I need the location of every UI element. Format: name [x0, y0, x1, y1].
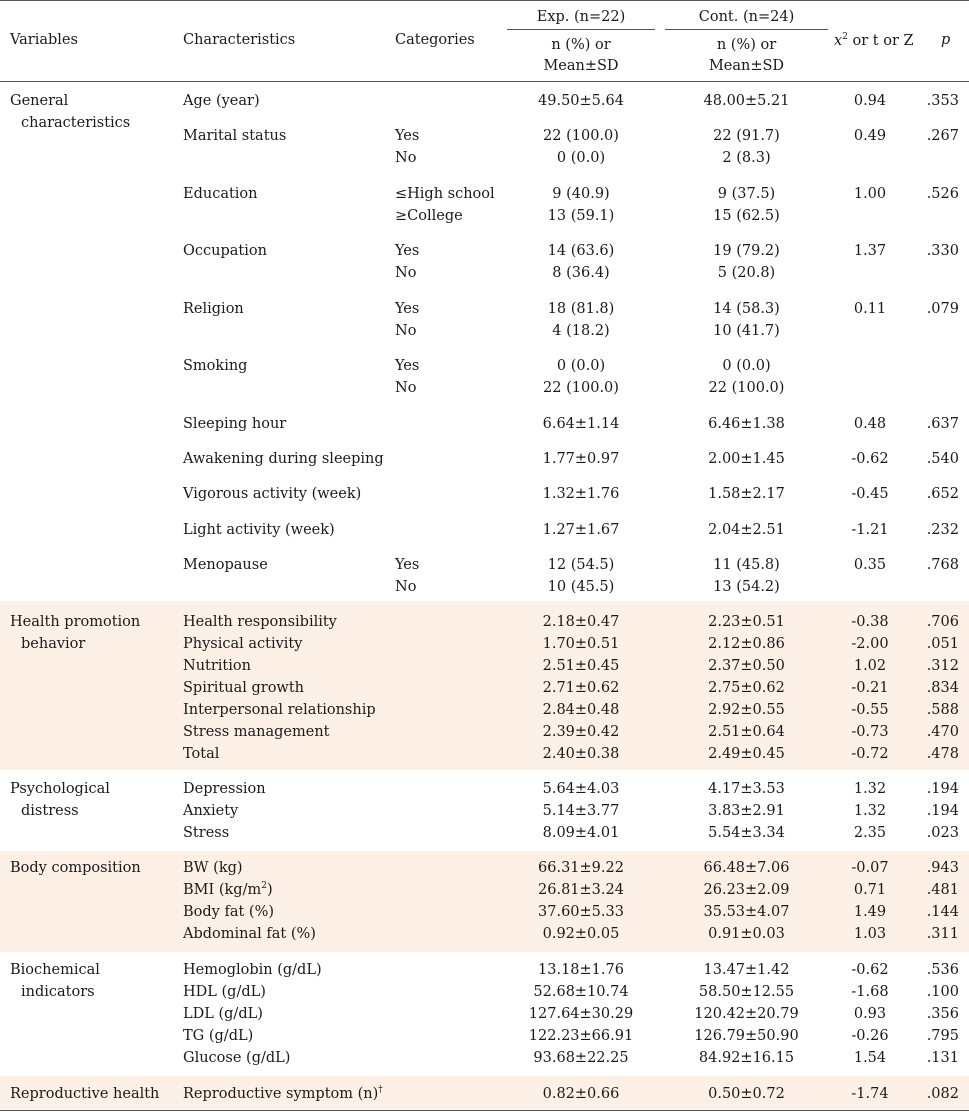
cell-p: .023 — [926, 825, 959, 841]
cell-exp: 2.51±0.45 — [542, 658, 620, 674]
cell-exp: 2.39±0.42 — [542, 724, 620, 740]
table-row — [170, 483, 969, 505]
cell-characteristic: Smoking — [183, 358, 248, 374]
table-body — [0, 82, 969, 1111]
cell-characteristic: Total — [183, 746, 220, 762]
cell-cont: 19 (79.2) — [713, 243, 780, 259]
cell-stat: -0.45 — [851, 486, 889, 502]
cell-characteristic: Education — [183, 186, 258, 202]
section-reproductive-health — [0, 1076, 969, 1111]
cell-stat: -0.21 — [851, 680, 889, 696]
cell-cont: 2.92±0.55 — [708, 702, 785, 718]
cell-stat: -0.38 — [851, 614, 889, 630]
section-label: Reproductive health — [10, 1086, 160, 1102]
cell-characteristic: Body fat (%) — [183, 904, 275, 920]
cell-stat: -1.68 — [851, 984, 889, 1000]
table-row — [170, 298, 969, 320]
cell-cont: 22 (100.0) — [708, 380, 785, 396]
cell-stat: 0.48 — [853, 416, 887, 432]
section-label: Body composition — [10, 860, 141, 876]
cell-cont: 5 (20.8) — [717, 265, 776, 281]
cell-p: .540 — [926, 451, 959, 467]
cell-exp: 12 (54.5) — [547, 557, 615, 573]
cell-characteristic: Interpersonal relationship — [183, 702, 376, 718]
header-exp-sub2: Mean±SD — [543, 58, 619, 74]
cell-cont: 2.12±0.86 — [708, 636, 785, 652]
cell-exp: 13.18±1.76 — [538, 962, 624, 978]
cell-p: .706 — [926, 614, 959, 630]
cell-p: .795 — [926, 1028, 959, 1044]
cell-exp: 10 (45.5) — [547, 579, 615, 595]
cell-cont: 10 (41.7) — [713, 323, 780, 339]
table-row — [170, 1047, 969, 1069]
cell-stat: 1.37 — [853, 243, 887, 259]
cell-category: No — [395, 323, 417, 339]
table-bottom-rule — [0, 1110, 969, 1111]
cell-stat: -2.00 — [851, 636, 889, 652]
table-row — [170, 1025, 969, 1047]
table-row — [170, 822, 969, 844]
cell-category: No — [395, 380, 417, 396]
section-health-promotion-behavior — [0, 601, 969, 770]
cell-exp: 66.31±9.22 — [538, 860, 624, 876]
cell-exp: 5.64±4.03 — [542, 781, 620, 797]
cell-category: Yes — [395, 358, 420, 374]
cell-category: ≥College — [395, 208, 463, 224]
cell-exp: 93.68±22.25 — [533, 1050, 629, 1066]
cell-exp: 22 (100.0) — [543, 128, 619, 144]
header-stat-sup: 2 — [842, 32, 848, 42]
cell-p: .470 — [926, 724, 959, 740]
header-categories: Categories — [395, 32, 475, 48]
cell-p: .834 — [926, 680, 959, 696]
cell-characteristic: Physical activity — [183, 636, 303, 652]
cell-cont: 3.83±2.91 — [708, 803, 785, 819]
table-row — [170, 959, 969, 981]
cell-category: Yes — [395, 128, 420, 144]
cell-p: .356 — [926, 1006, 959, 1022]
cell-p: .051 — [926, 636, 959, 652]
cell-stat: -0.26 — [851, 1028, 889, 1044]
table-row — [170, 778, 969, 800]
cell-stat: -0.62 — [851, 451, 889, 467]
cell-exp: 2.71±0.62 — [542, 680, 620, 696]
cell-p: .194 — [926, 781, 959, 797]
cell-cont: 22 (91.7) — [713, 128, 780, 144]
section-label: Biochemical — [10, 962, 100, 978]
header-cont-sub1: n (%) or — [716, 37, 777, 53]
cell-p: .232 — [926, 522, 959, 538]
table-row — [170, 90, 969, 112]
cell-characteristic: Stress — [183, 825, 230, 841]
cell-stat: 1.02 — [853, 658, 887, 674]
cell-p: .312 — [926, 658, 959, 674]
cell-category: Yes — [395, 243, 420, 259]
cell-cont: 66.48±7.06 — [703, 860, 790, 876]
cell-exp: 0 (0.0) — [556, 150, 606, 166]
table-row — [170, 800, 969, 822]
cell-category: Yes — [395, 557, 420, 573]
cell-stat: 0.71 — [853, 882, 887, 898]
cell-stat: -0.55 — [851, 702, 889, 718]
cell-stat: 0.11 — [853, 301, 887, 317]
section-biochemical-indicators — [0, 952, 969, 1076]
cell-cont: 9 (37.5) — [717, 186, 776, 202]
cell-stat: -1.74 — [851, 1086, 889, 1102]
cell-exp: 0 (0.0) — [556, 358, 606, 374]
cell-characteristic: Vigorous activity (week) — [183, 486, 362, 502]
table-row — [170, 413, 969, 435]
cell-characteristic: BW (kg) — [183, 860, 243, 876]
cell-stat: 1.32 — [853, 803, 887, 819]
table-row — [170, 611, 969, 633]
cell-cont: 13.47±1.42 — [703, 962, 790, 978]
section-psychological-distress — [0, 770, 969, 851]
table-row — [170, 721, 969, 743]
cell-stat: 1.03 — [853, 926, 887, 942]
cell-cont: 48.00±5.21 — [703, 93, 790, 109]
cell-category: No — [395, 579, 417, 595]
table-row — [170, 576, 969, 598]
cell-cont: 2.04±2.51 — [708, 522, 785, 538]
header-p: p — [941, 32, 951, 48]
cell-category: ≤High school — [395, 186, 495, 202]
cell-p: .652 — [926, 486, 959, 502]
cell-cont: 2 (8.3) — [722, 150, 771, 166]
table-row — [170, 183, 969, 205]
cell-characteristic: Occupation — [183, 243, 267, 259]
cell-characteristic: Light activity (week) — [183, 522, 335, 538]
table-row — [170, 677, 969, 699]
header-variables: Variables — [10, 32, 78, 48]
cell-characteristic: Awakening during sleeping — [183, 451, 384, 467]
cell-p: .144 — [926, 904, 959, 920]
cell-cont: 15 (62.5) — [713, 208, 780, 224]
section-label: General — [10, 93, 69, 109]
table-row — [170, 879, 969, 901]
cell-exp: 9 (40.9) — [552, 186, 610, 202]
cell-stat: -0.62 — [851, 962, 889, 978]
section-body-composition — [0, 851, 969, 952]
header-stat-symbol: x — [834, 32, 843, 49]
cell-cont: 2.51±0.64 — [708, 724, 785, 740]
cell-p: .082 — [926, 1086, 959, 1102]
cell-cont: 6.46±1.38 — [708, 416, 785, 432]
cell-exp: 1.32±1.76 — [542, 486, 620, 502]
cell-characteristic: Reproductive symptom (n)† — [183, 1085, 383, 1102]
cell-stat: 0.93 — [853, 1006, 887, 1022]
cell-stat: 1.00 — [853, 186, 887, 202]
cell-characteristic: LDL (g/dL) — [183, 1006, 263, 1022]
cell-stat: 0.94 — [853, 93, 887, 109]
cell-p: .311 — [926, 926, 959, 942]
cell-stat: 1.49 — [853, 904, 887, 920]
table-row — [170, 448, 969, 470]
table-row — [170, 262, 969, 284]
cell-p: .526 — [926, 186, 959, 202]
cell-cont: 35.53±4.07 — [703, 904, 790, 920]
cell-p: .637 — [926, 416, 959, 432]
table-row — [170, 1083, 969, 1105]
cell-exp: 2.18±0.47 — [542, 614, 620, 630]
cell-cont: 1.58±2.17 — [708, 486, 785, 502]
section-label: Psychological — [10, 781, 110, 797]
section-label-cont: indicators — [21, 984, 95, 1000]
table-row — [170, 377, 969, 399]
cell-cont: 0.91±0.03 — [708, 926, 785, 942]
cell-p: .536 — [926, 962, 959, 978]
cell-exp: 1.70±0.51 — [542, 636, 620, 652]
cell-exp: 2.40±0.38 — [542, 746, 620, 762]
cell-cont: 13 (54.2) — [713, 579, 780, 595]
header-exp-group: Exp. (n=22) — [536, 9, 626, 25]
cell-cont: 58.50±12.55 — [698, 984, 795, 1000]
cell-characteristic: Stress management — [183, 724, 330, 740]
cell-exp: 49.50±5.64 — [538, 93, 624, 109]
cell-cont: 2.75±0.62 — [708, 680, 785, 696]
table-row — [170, 205, 969, 227]
cell-p: .478 — [926, 746, 959, 762]
table-row — [170, 554, 969, 576]
cell-cont: 0 (0.0) — [722, 358, 771, 374]
table-header — [0, 0, 969, 82]
cell-characteristic: Age (year) — [183, 93, 260, 109]
cell-exp: 1.77±0.97 — [542, 451, 620, 467]
table-row — [170, 699, 969, 721]
section-label-cont: characteristics — [21, 115, 131, 131]
cell-exp: 52.68±10.74 — [533, 984, 629, 1000]
cell-exp: 1.27±1.67 — [542, 522, 620, 538]
table-row — [170, 633, 969, 655]
cell-category: No — [395, 265, 417, 281]
header-cont-rule — [665, 29, 828, 30]
cell-exp: 37.60±5.33 — [538, 904, 624, 920]
cell-p: .267 — [926, 128, 959, 144]
header-stat-suffix: or t or Z — [847, 32, 914, 49]
cell-stat: -0.72 — [851, 746, 889, 762]
section-general-characteristics — [0, 82, 969, 601]
cell-stat: 2.35 — [853, 825, 887, 841]
cell-p: .079 — [926, 301, 959, 317]
cell-cont: 4.17±3.53 — [708, 781, 785, 797]
cell-stat: 1.32 — [853, 781, 887, 797]
section-label-cont: distress — [21, 803, 79, 819]
header-cont-group: Cont. (n=24) — [698, 9, 795, 25]
cell-characteristic: Sleeping hour — [183, 416, 287, 432]
cell-characteristic: HDL (g/dL) — [183, 984, 266, 1000]
cell-category: Yes — [395, 301, 420, 317]
cell-characteristic: Glucose (g/dL) — [183, 1050, 291, 1066]
cell-stat: 0.35 — [853, 557, 887, 573]
cell-exp: 0.82±0.66 — [542, 1086, 620, 1102]
cell-cont: 5.54±3.34 — [708, 825, 785, 841]
section-label-cont: behavior — [21, 636, 86, 652]
table-row — [170, 981, 969, 1003]
cell-exp: 26.81±3.24 — [538, 882, 624, 898]
cell-cont: 120.42±20.79 — [694, 1006, 799, 1022]
header-stat — [834, 32, 914, 49]
cell-exp: 18 (81.8) — [547, 301, 615, 317]
cell-p: .481 — [926, 882, 959, 898]
cell-stat: -0.07 — [851, 860, 889, 876]
cell-characteristic: Health responsibility — [183, 614, 337, 630]
cell-exp: 4 (18.2) — [552, 323, 610, 339]
header-exp-sub1: n (%) or — [551, 37, 611, 53]
cell-p: .588 — [926, 702, 959, 718]
table-row — [170, 923, 969, 945]
cell-exp: 0.92±0.05 — [542, 926, 620, 942]
header-characteristics: Characteristics — [183, 32, 296, 48]
cell-cont: 2.49±0.45 — [708, 746, 785, 762]
table-row — [170, 857, 969, 879]
cell-characteristic: Religion — [183, 301, 244, 317]
cell-cont: 126.79±50.90 — [694, 1028, 799, 1044]
cell-cont: 11 (45.8) — [713, 557, 780, 573]
table-row — [170, 655, 969, 677]
cell-cont: 0.50±0.72 — [708, 1086, 785, 1102]
cell-characteristic: Marital status — [183, 128, 287, 144]
table-row — [170, 519, 969, 541]
header-exp-rule — [507, 29, 655, 30]
cell-exp: 8 (36.4) — [552, 265, 610, 281]
cell-category: No — [395, 150, 417, 166]
cell-cont: 84.92±16.15 — [698, 1050, 795, 1066]
cell-stat: 0.49 — [853, 128, 887, 144]
cell-p: .194 — [926, 803, 959, 819]
table-row — [170, 901, 969, 923]
header-cont-sub2: Mean±SD — [708, 58, 785, 74]
table-row — [170, 125, 969, 147]
table-row — [170, 743, 969, 765]
table-row — [170, 355, 969, 377]
cell-p: .100 — [926, 984, 959, 1000]
cell-characteristic: Depression — [183, 781, 266, 797]
cell-characteristic: Nutrition — [183, 658, 251, 674]
cell-exp: 5.14±3.77 — [542, 803, 620, 819]
cell-stat: 1.54 — [853, 1050, 887, 1066]
cell-stat: -0.73 — [851, 724, 889, 740]
cell-exp: 6.64±1.14 — [542, 416, 620, 432]
cell-characteristic: Hemoglobin (g/dL) — [183, 962, 322, 978]
table-row — [170, 240, 969, 262]
table-row — [170, 1003, 969, 1025]
cell-characteristic: Spiritual growth — [183, 680, 304, 696]
cell-exp: 2.84±0.48 — [542, 702, 620, 718]
cell-p: .353 — [926, 93, 959, 109]
cell-cont: 2.00±1.45 — [708, 451, 785, 467]
cell-p: .131 — [926, 1050, 959, 1066]
table-row — [170, 147, 969, 169]
cell-exp: 14 (63.6) — [547, 243, 615, 259]
cell-cont: 14 (58.3) — [713, 301, 780, 317]
cell-exp: 122.23±66.91 — [528, 1028, 634, 1044]
cell-exp: 22 (100.0) — [543, 380, 619, 396]
cell-cont: 2.23±0.51 — [708, 614, 785, 630]
cell-p: .330 — [926, 243, 959, 259]
cell-characteristic: TG (g/dL) — [183, 1028, 254, 1044]
cell-characteristic: Anxiety — [183, 803, 239, 819]
cell-characteristic: Abdominal fat (%) — [183, 926, 316, 942]
cell-exp: 13 (59.1) — [547, 208, 615, 224]
cell-stat: -1.21 — [851, 522, 889, 538]
cell-p: .768 — [926, 557, 959, 573]
cell-characteristic: Menopause — [183, 557, 268, 573]
section-label: Health promotion — [10, 614, 141, 630]
cell-exp: 8.09±4.01 — [542, 825, 620, 841]
cell-cont: 26.23±2.09 — [703, 882, 790, 898]
cell-cont: 2.37±0.50 — [708, 658, 785, 674]
cell-exp: 127.64±30.29 — [528, 1006, 634, 1022]
cell-characteristic: BMI $(kg/m^2)$ — [183, 881, 273, 898]
table-row — [170, 320, 969, 342]
cell-p: .943 — [926, 860, 959, 876]
